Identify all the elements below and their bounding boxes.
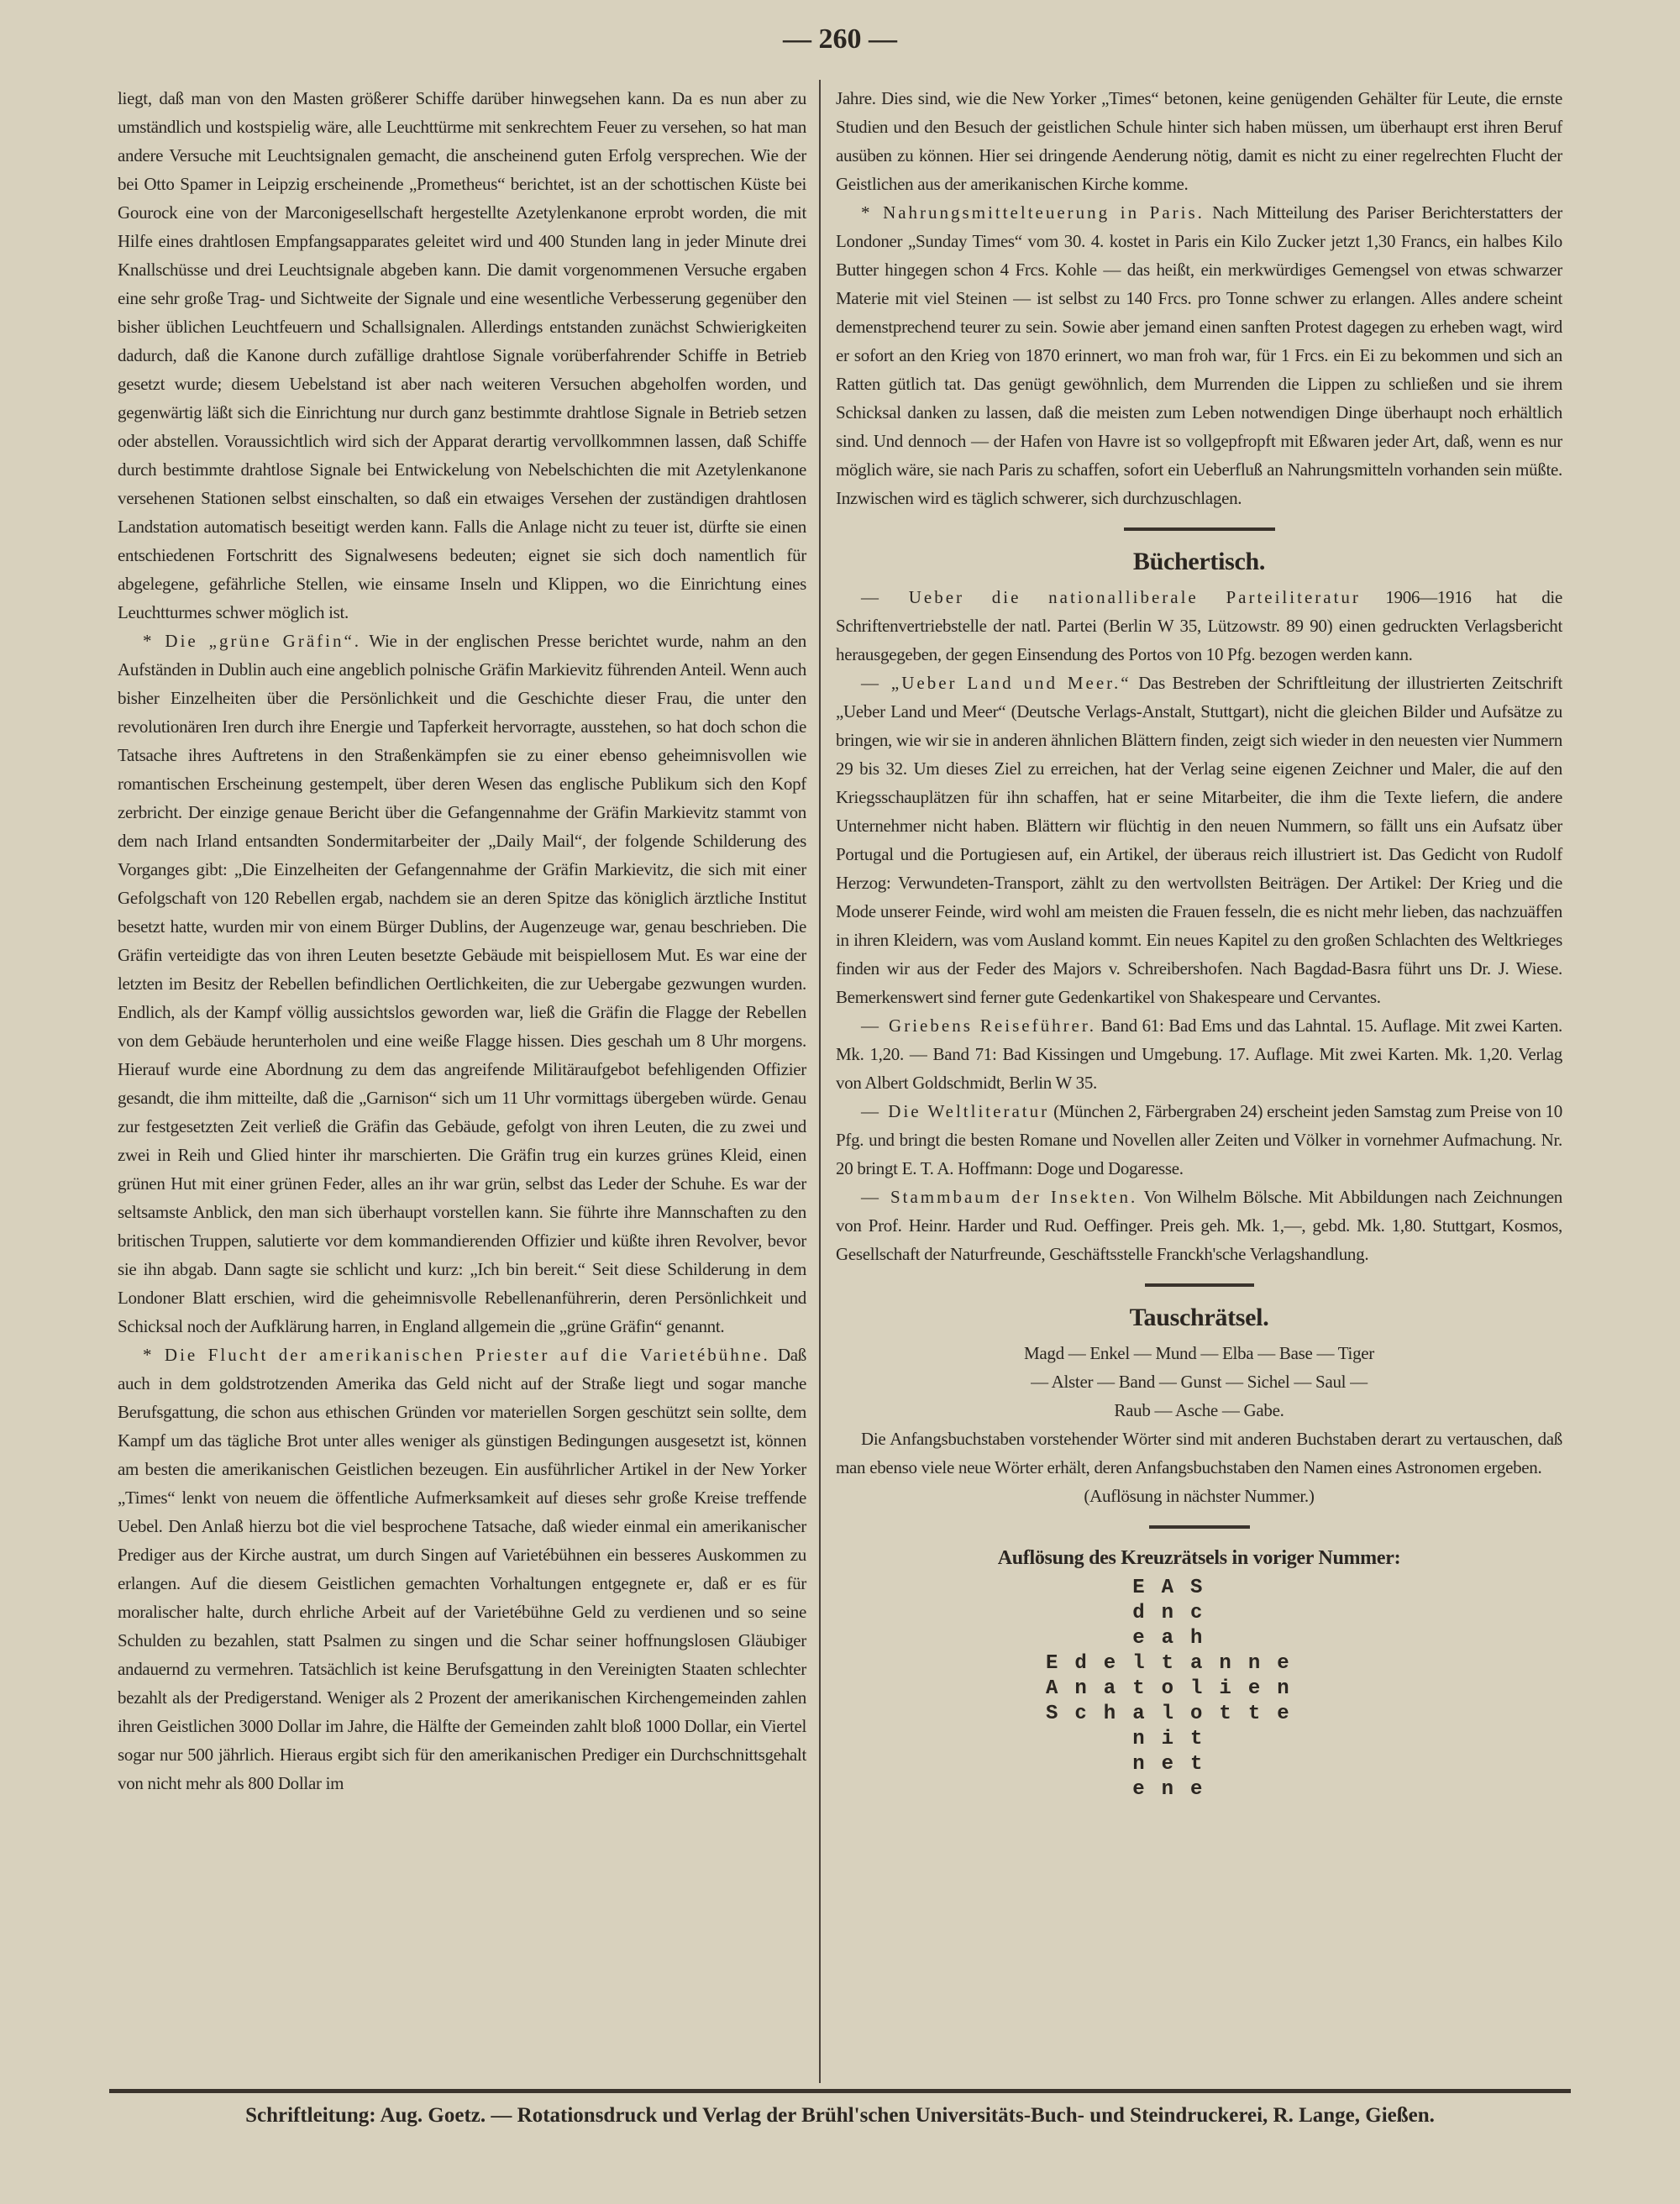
book-title: — Stammbaum der Insekten.: [861, 1187, 1138, 1207]
crossword-row: Anatolien: [1046, 1677, 1306, 1700]
book-item: [836, 1183, 1562, 1268]
crossword-row: net: [1046, 1753, 1306, 1776]
footer-rule: [109, 2089, 1571, 2093]
article-heading: * Die Flucht der amerikanischen Priester auf die Varietébühne.: [143, 1345, 770, 1365]
page-number: — 260 —: [783, 24, 897, 55]
book-title: — Griebens Reiseführer.: [861, 1015, 1096, 1036]
article-heading: * Nahrungsmittelteuerung in Paris.: [861, 202, 1205, 223]
right-column: [836, 84, 1562, 1803]
article-heading: * Die „grüne Gräfin“.: [143, 631, 362, 651]
puzzle-words: — Alster — Band — Gunst — Sichel — Saul —: [1031, 1372, 1368, 1392]
book-text: Band 61: Bad Ems und das Lahntal. 15. Auflage. Mit zwei Karten. Mk. 1,20. — Band 71: Bad Kissingen und Umgebung. 17. Auflage. Mit zwei Karten. Mk. 1,20. Verlag von Albert Goldschmidt, Berlin W 35.: [836, 1015, 1562, 1093]
article-gruene-graefin: [118, 627, 806, 1341]
book-text: Das Bestreben der Schriftleitung der illustrierten Zeitschrift „Ueber Land und Meer“ (Deutsche Verlags-Anstalt, Stuttgart), nicht die gleichen Bilder und Aufsätze zu bringen, wie wir sie in anderen ähnlichen Blättern finden, zeigt sich wieder in den neuesten vier Nummern 29 bis 32. Um dieses Ziel zu erreichen, hat der Verlag seine eigenen Zeichner und Maler, die auf den Kriegsschauplätzen für ihn schaffen, hat er seine Mitarbeiter, die ihm die Texte liefern, die andere Unternehmer nicht haben. Blättern wir flüchtig in den neuen Nummern, so fällt uns ein Aufsatz über Portugal und die Portugiesen auf, ein Artikel, der überaus reich illustriert ist. Das Gedicht von Rudolf Herzog: Verwundeten-Transport, zählt zu den wertvollsten Beiträgen. Der Artikel: Der Krieg und die Mode unserer Feinde, wird wohl am meisten die Frauen fesseln, die es nicht mehr lieben, das nachzuäffen in ihren Kleidern, was vom Ausland kommt. Ein neues Kapitel zu den großen Schlachten des Weltkrieges finden wir aus der Feder des Majors v. Schreibershofen. Nach Bagdad-Basra führt uns Dr. J. Wiese. Bemerkenswert sind ferner gute Gedenkartikel von Shakespeare und Cervantes.: [836, 673, 1562, 1007]
article-body: Daß auch in dem goldstrotzenden Amerika das Geld nicht auf der Straße liegt und sogar manche Berufsgattung, die schon aus ethischen Gründen vor materiellen Sorgen geschützt sein sollte, dem Kampf um das tägliche Brot unter alles weniger als günstigen Bedingungen ausgesetzt ist, können am besten die amerikanischen Geistlichen bezeugen. Ein ausführlicher Artikel in der New Yorker „Times“ lenkt von neuem die öffentliche Aufmerksamkeit auf dieses sehr große Kreise treffende Uebel. Den Anlaß hierzu bot die viel besprochene Tatsache, daß wieder einmal ein amerikanischer Prediger aus der Kirche austrat, um durch Singen auf Varietébühnen ein besseres Auskommen zu erlangen. Auf die diesem Geistlichen gemachten Vorhaltungen entgegnete er, daß er es für moralischer halte, durch ehrliche Arbeit auf der Varietébühne Geld zu verdienen und so seine Schulden zu bezahlen, statt Psalmen zu singen und die Schar seiner hoffnungslosen Gläubiger andauernd zu vermehren. Tatsächlich ist keine Berufsgattung in den Vereinigten Staaten schlechter bezahlt als der Predigerstand. Weniger als 2 Prozent der amerikanischen Kirchengemeinden zahlen ihren Geistlichen 3000 Dollar im Jahre, die Hälfte der Gemeinden zahlt bloß 1000 Dollar, ein Viertel sogar nur 500 jährlich. Hieraus ergibt sich für den amerikanischen Prediger ein Durchschnittsgehalt von nicht mehr als 800 Dollar im: [118, 1345, 806, 1793]
section-divider: [1124, 527, 1275, 531]
puzzle-words: Raub — Asche — Gabe.: [1114, 1400, 1284, 1420]
section-heading: Auflösung des Kreuzrätsels in voriger Nummer:: [997, 1547, 1401, 1569]
book-text: 1906—1916 hat die Schriftenvertriebstelle der natl. Partei (Berlin W 35, Lützowstr. 89 90) einen gedruckten Verlagsbericht herausgegeben, der gegen Einsendung des Portos von 10 Pfg. bezogen werden kann.: [836, 587, 1562, 664]
left-column: [118, 84, 806, 1797]
puzzle-instruction: Die Anfangsbuchstaben vorstehender Wörter sind mit anderen Buchstaben derart zu vertauschen, daß man ebenso viele neue Wörter erhält, deren Anfangsbuchstaben den Namen eines Astronomen ergeben.: [836, 1429, 1562, 1477]
section-divider: [1145, 1283, 1254, 1287]
puzzle-solution-note: (Auflösung in nächster Nummer.): [1084, 1486, 1315, 1506]
book-text: Von Wilhelm Bölsche. Mit Abbildungen nach Zeichnungen von Prof. Heinr. Harder und Rud. Oeffinger. Preis geh. Mk. 1,—, gebd. Mk. 1,80. Stuttgart, Kosmos, Gesellschaft der Naturfreunde, Geschäftsstelle Franckh'sche Verlagshandlung.: [836, 1187, 1562, 1264]
tauschraetsel-section: [836, 1302, 1562, 1510]
column-divider: [819, 80, 821, 2083]
crossword-solution-grid: [836, 1576, 1562, 1803]
book-item: [836, 1097, 1562, 1183]
crossword-row: eah: [1046, 1627, 1306, 1650]
book-item: [836, 669, 1562, 1011]
article-priester-continued: Jahre. Dies sind, wie die New Yorker „Times“ betonen, keine genügenden Gehälter für Leute, die ernste Studien und den Besuch der geistlichen Schule hinter sich haben müssen, um überhaupt erst ihren Beruf ausüben zu können. Hier sei dringende Aenderung nötig, damit es nicht zu einer regelrechten Flucht der Geistlichen aus der amerikanischen Kirche komme.: [836, 88, 1562, 194]
article-leuchtsignale: liegt, daß man von den Masten größerer Schiffe darüber hinwegsehen kann. Da es nun aber zu umständlich und kostspielig wäre, alle Leuchttürme mit senkrechtem Feuer zu versehen, so hat man andere Versuche mit Leuchtsignalen gemacht, die anscheinend guten Erfolg versprechen. Wie der bei Otto Spamer in Leipzig erscheinende „Prometheus“ berichtet, ist an der schottischen Küste bei Gourock eine von der Marconigesellschaft hergestellte Azetylenkanone erprobt worden, die mit Hilfe eines drahtlosen Empfangsapparates geleitet wird und 400 Stunden lang in jeder Minute drei Knallschüsse und drei Leuchtsignale abgeben kann. Die damit vorgenommenen Versuche ergaben eine sehr große Trag- und Sichtweite der Signale und eine wesentliche Verbesserung gegenüber den bisher üblichen Leuchtfeuern und Schallsignalen. Allerdings entstanden zunächst Schwierigkeiten dadurch, daß die Kanone durch zufällige drahtlose Signale vorüberfahrender Schiffe in Betrieb gesetzt wurde; diesem Uebelstand ist aber nach weiteren Versuchen abgeholfen worden, und gegenwärtig läßt sich die Einrichtung nur durch ganz bestimmte drahtlose Signale in Betrieb setzen oder abstellen. Voraussichtlich wird sich der Apparat derartig vervollkommnen lassen, daß Schiffe durch bestimmte drahtlose Signale bei Entwickelung von Nebelschichten die mit Azetylenkanone versehenen Stationen selbst einschalten, so daß ein etwaiges Versehen der zuständigen drahtlosen Landstation automatisch beseitigt werden kann. Falls die Anlage nicht zu teuer ist, dürfte sie einen entschiedenen Fortschritt des Signalwesens bedeuten; eignet sie sich doch namentlich für abgelegene, gefährliche Stellen, wie einsame Inseln und Klippen, wo die Einrichtung eines Leuchtturmes schwer möglich ist.: [118, 88, 806, 622]
book-title: — Ueber die nationalliberale Parteiliteratur: [861, 587, 1361, 607]
book-title: — „Ueber Land und Meer.“: [861, 673, 1131, 693]
section-heading: Tauschrätsel.: [1129, 1304, 1269, 1331]
article-priester: [118, 1341, 806, 1797]
section-heading: Büchertisch.: [1132, 548, 1266, 575]
book-title: — Die Weltliteratur: [861, 1101, 1050, 1121]
section-divider: [1149, 1525, 1250, 1529]
book-item: [836, 583, 1562, 669]
kreuzraetsel-section: [836, 1544, 1562, 1803]
book-text: (München 2, Färbergraben 24) erscheint jeden Samstag zum Preise von 10 Pfg. und bringt die besten Romane und Novellen aller Zeiten und Völker in vornehmer Aufmachung. Nr. 20 bringt E. T. A. Hoffmann: Doge und Dogaresse.: [836, 1101, 1562, 1178]
article-body: Wie in der englischen Presse berichtet wurde, nahm an den Aufständen in Dublin auch eine angeblich polnische Gräfin Markievitz führenden Anteil. Wenn auch bisher Einzelheiten über die Persönlichkeit und die Geschichte dieser Frau, die unter den revolutionären Iren durch ihre Energie und Tapferkeit hervorragte, ausstehen, so hat doch schon die Tatsache ihres Auftretens in den Straßenkämpfen sie zu einer ebenso geheimnisvollen wie romantischen Erscheinung gestempelt, über deren Wesen das englische Publikum sich den Kopf zerbricht. Der einzige genaue Bericht über die Gefangennahme der Gräfin Markievitz stammt von dem nach Irland entsandten Sondermitarbeiter der „Daily Mail“, der folgende Schilderung des Vorganges gibt: „Die Einzelheiten der Gefangennahme der Gräfin Markievitz, die sich mit einer Gefolgschaft von 120 Rebellen ergab, nachdem sie an deren Spitze das königlich ärztliche Institut besetzt hatte, wurden mir von einem Bürger Dublins, der Augenzeuge war, genau beschrieben. Die Gräfin verteidigte das von ihren Leuten besetzte Gebäude mit beispiellosem Mut. Es war eine der letzten im Besitz der Rebellen befindlichen Oertlichkeiten, die zur Uebergabe gezwungen wurden. Endlich, als der Kampf völlig aussichtslos geworden war, ließ die Gräfin die Flagge der Rebellen von dem Gebäude herunterholen und eine weiße Flagge hissen. Dies geschah um 8 Uhr morgens. Hierauf wurde eine Abordnung zu dem das angreifende Militäraufgebot befehligenden Offizier gesandt, die ihm mitteilte, daß die „Garnison“ sich um 11 Uhr vormittags übergeben würde. Genau zur festgesetzten Zeit verließ die Gräfin das Gebäude, gefolgt von ihren Leuten, die zu zwei und zwei in Reih und Glied hinter ihr marschierten. Die Gräfin trug ein kurzes grünes Kleid, einen grünen Hut mit einer grünen Feder, alles an ihr war grün, selbst das Leder der Schuhe. Es war der seltsamste Anblick, den man sich überhaupt vorstellen kann. Sie führte ihre Mannschaften zu den britischen Truppen, salutierte vor dem kommandierenden Offizier und küßte ihren Revolver, bevor sie ihn abgab. Dann sagte sie schlicht und kurz: „Ich bin bereit.“ Seit diese Schilderung in dem Londoner Blatt erschien, wird die geheimnisvolle Rebellenanführerin, deren Persönlichkeit und Schicksal noch der Aufklärung harren, in England allgemein die „grüne Gräfin“ genannt.: [118, 631, 807, 1336]
crossword-row: dnc: [1046, 1602, 1306, 1624]
crossword-row: EAS: [1046, 1577, 1306, 1599]
crossword-row: Edeltanne: [1046, 1652, 1306, 1675]
imprint-footer: Schriftleitung: Aug. Goetz. — Rotationsdruck und Verlag der Brühl'schen Universitäts-Buch- und Steindruckerei, R. Lange, Gießen.: [245, 2104, 1435, 2127]
article-body: Nach Mitteilung des Pariser Berichterstatters der Londoner „Sunday Times“ vom 30. 4. kostet in Paris ein Kilo Zucker jetzt 1,30 Francs, ein halbes Kilo Butter hingegen schon 4 Frcs. Kohle — das heißt, ein merkwürdiges Gemengsel von etwas schwarzer Materie mit viel Steinen — ist selbst zu 140 Frcs. pro Tonne schwer zu erlangen. Alles andere scheint demenstprechend teurer zu sein. Sowie aber jemand einen sanften Protest dagegen zu erheben wagt, wird er sofort an den Krieg von 1870 erinnert, wo man froh war, für 1 Frcs. ein Ei zu bekommen und sich an Ratten gütlich tat. Das genügt gewöhnlich, dem Murrenden die Lippen zu schließen und sie ihrem Schicksal danken zu lassen, daß die meisten zum Leben notwendigen Dinge überhaupt noch erhältlich sind. Und dennoch — der Hafen von Havre ist so vollgepfropft mit Eßwaren jeder Art, daß, wenn es nur möglich wäre, sie nach Paris zu schaffen, sofort ein Ueberfluß an Nahrungsmitteln vorhanden sein müßte. Inzwischen wird es täglich schwerer, sich durchzuschlagen.: [836, 202, 1563, 508]
article-nahrungsmittel: [836, 198, 1562, 512]
crossword-row: Schalotte: [1046, 1703, 1306, 1725]
buechertisch-section: [836, 546, 1562, 1268]
crossword-row: ene: [1046, 1778, 1306, 1801]
book-item: [836, 1011, 1562, 1097]
crossword-row: nit: [1046, 1728, 1306, 1750]
puzzle-words: Magd — Enkel — Mund — Elba — Base — Tiger: [1023, 1343, 1374, 1363]
